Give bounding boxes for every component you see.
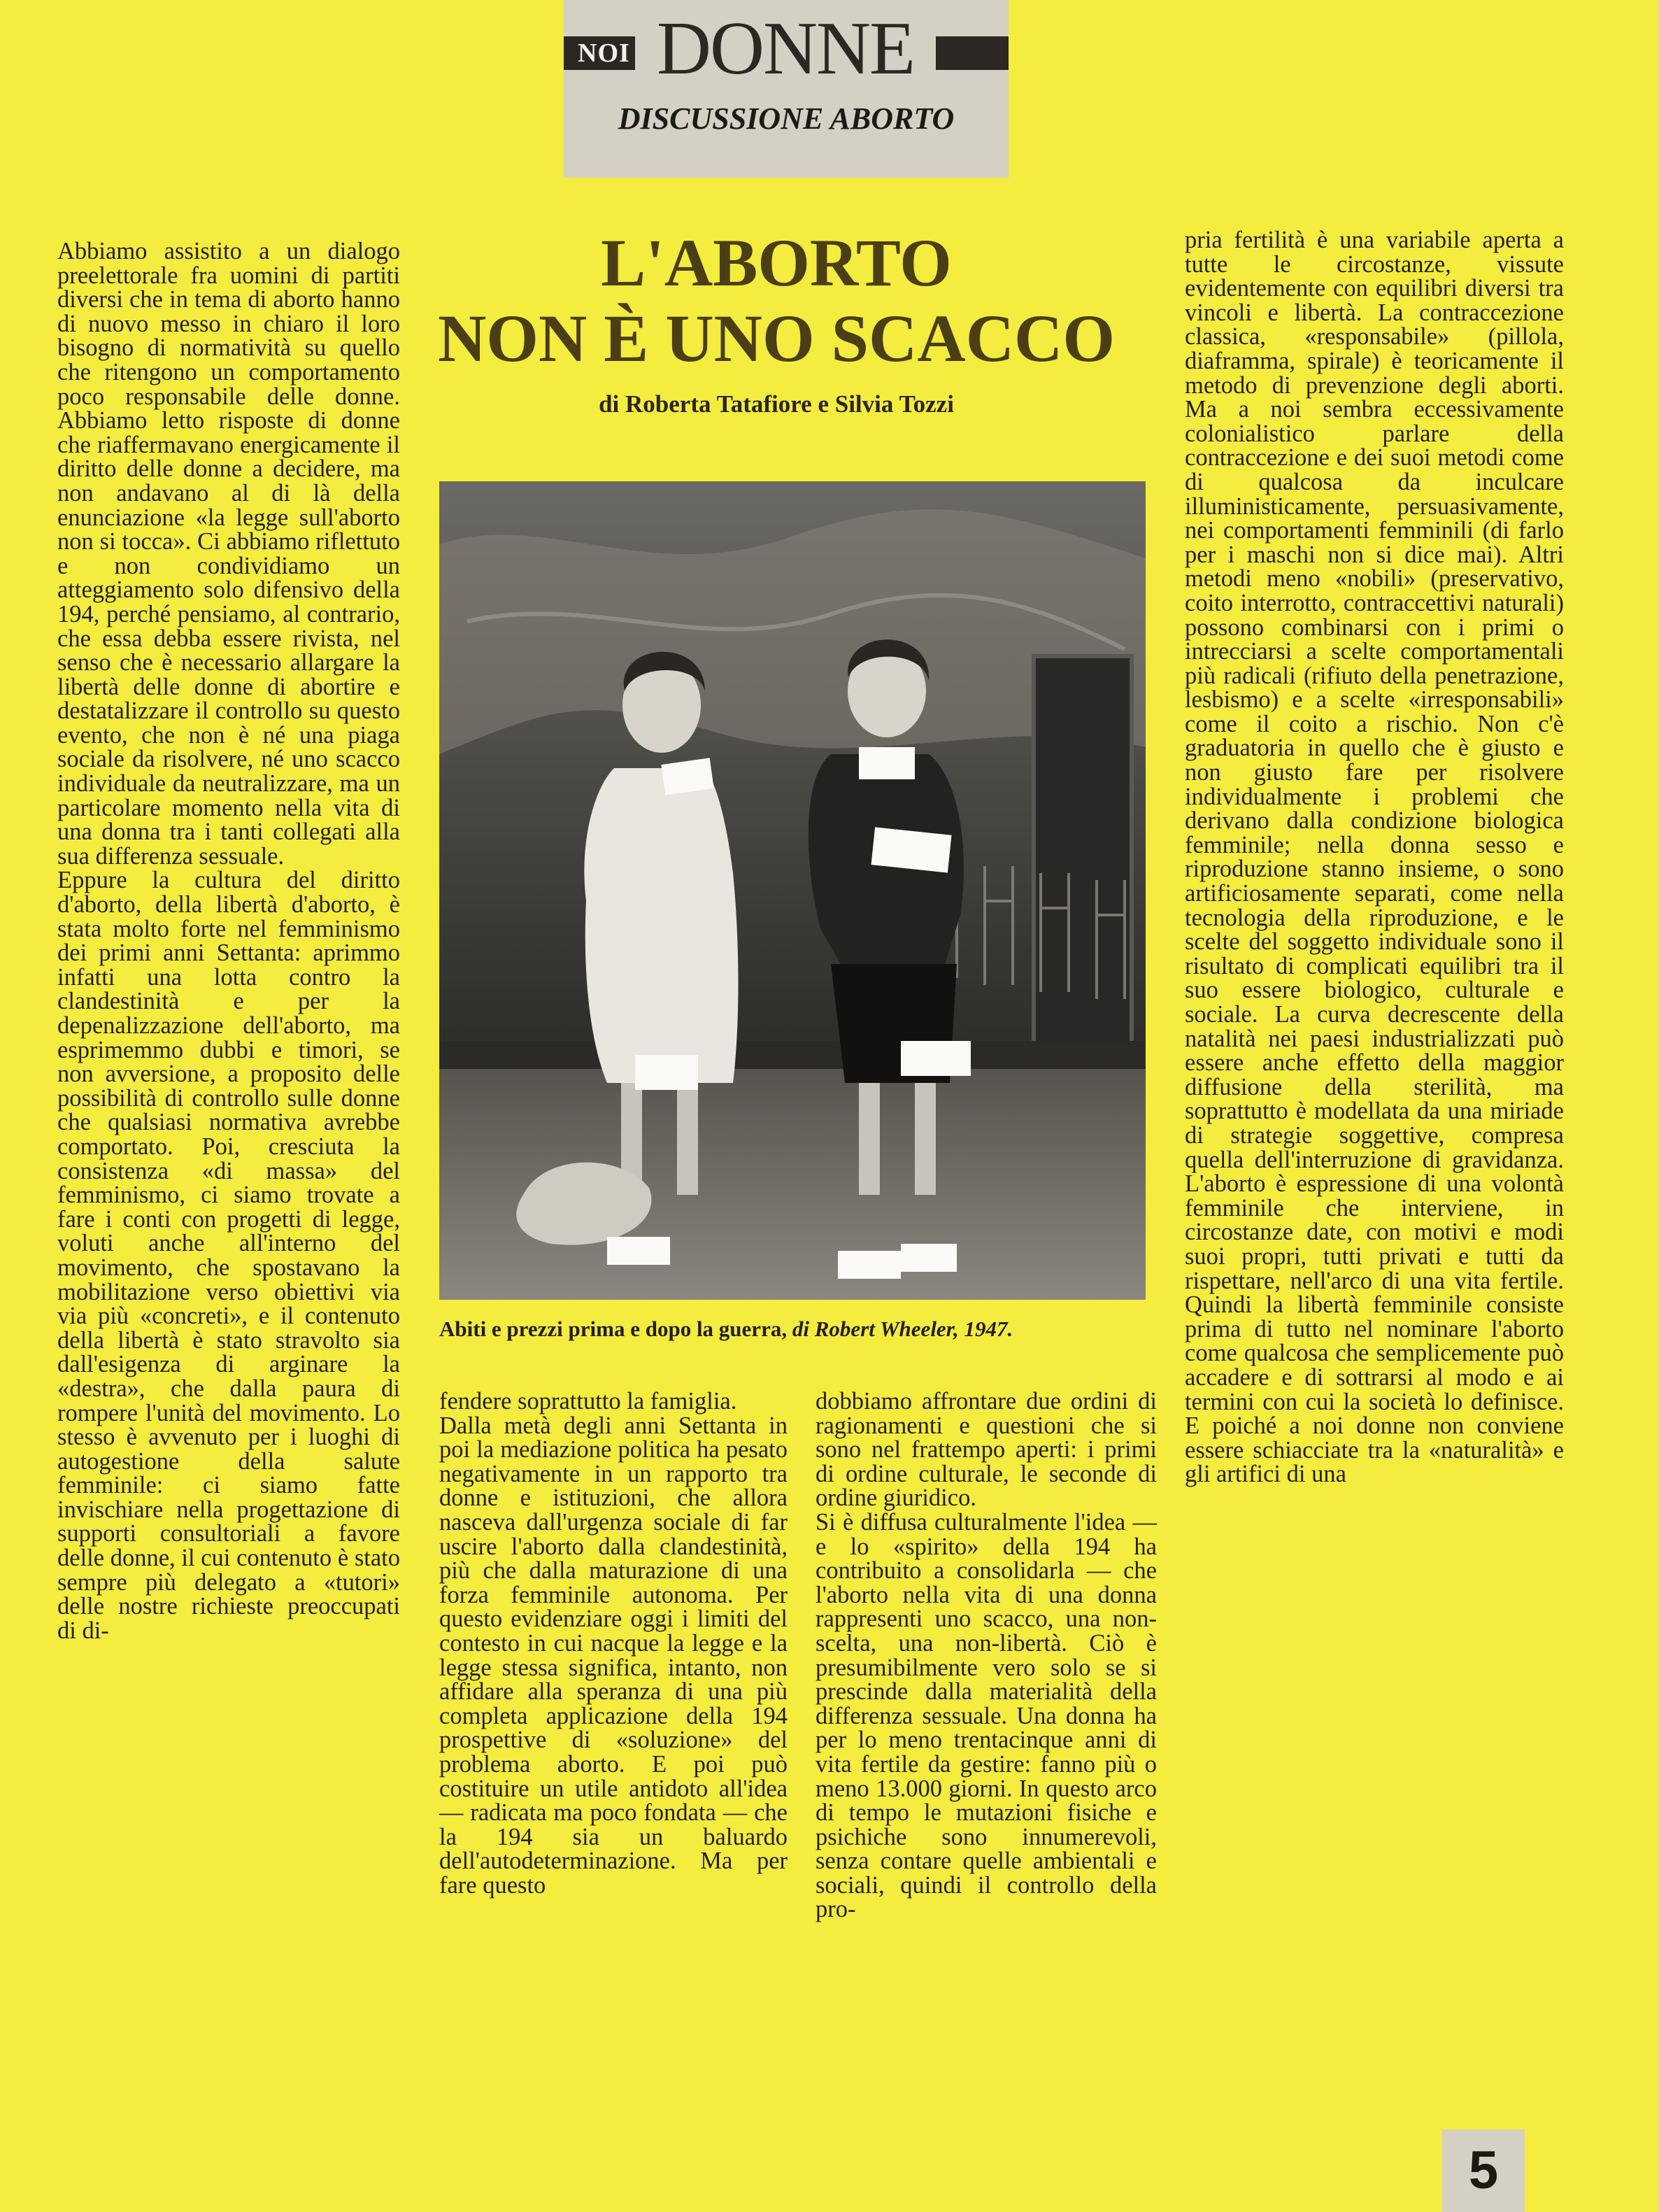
caption-credit: di Robert Wheeler, 1947. <box>792 1317 1013 1341</box>
text-column-1 <box>57 239 400 1643</box>
text-column-2 <box>439 1389 788 1897</box>
text-column-3 <box>816 1389 1157 1922</box>
paragraph: pria fertilità è una variabile aperta a tutte le circostanze, vissute evidentemente con equilibri diversi tra vincoli e libertà. La contraccezione classica, «responsabile» (pillola, diaframma, spirale) è teoricamente il metodo di prevenzione degli aborti. Ma a noi sembra eccessivamente colonialistico parlare della contraccezione e dei suoi metodi come di qualcosa da inculcare illuministicamente, persuasivamente, nei comportamenti femminili (di farlo per i maschi non si dice mai). Altri metodi meno «nobili» (preservativo, coito interrotto, contraccettivi naturali) possono combinarsi con i primi o intrecciarsi a scelte comportamentali più radicali (rifiuto della penetrazione, lesbismo) e a scelte «irresponsabili» come il coito a rischio. Non c'è graduatoria in quello che è giusto e non giusto fare per risolvere individualmente i problemi che derivano dalla condizione biologica femminile; nella donna sesso e riproduzione stanno insieme, o sono artificiosamente separati, come nella tecnologia della riproduzione, e le scelte del soggetto individuale sono il risultato di complicati equilibri tra il suo essere biologico, culturale e sociale. La curva decrescente della natalità nei paesi industrializzati può essere anche effetto della maggior diffusione della sterilità, ma soprattutto è modellata da una miriade di strategie soggettive, compresa quella dell'interruzione di gravidanza. L'aborto è espressione di una volontà femminile che interviene, in circostanze date, con motivi e modi suoi propri, tutti privati e tutti da rispettare, nell'arco di una vita fertile. Quindi la libertà femminile consiste prima di tutto nel nominare l'aborto come qualcosa che semplicemente può accadere e di sottrarsi al modo e ai termini con cui la società lo definisce. E poiché a noi donne non conviene essere schiacciate tra la «naturalità» e gli artifici di una <box>1185 227 1564 1488</box>
paragraph: Abbiamo assistito a un dialogo preelettorale fra uomini di partiti diversi che in tema di aborto hanno di nuovo messo in chiaro il loro bisogno di normatività su quello che ritengono un comportamento poco responsabile delle donne. Abbiamo letto risposte di donne che riaffermavano energicamente il diritto delle donne a decidere, ma non andavano al di là della enunciazione «la legge sull'aborto non si tocca». Ci abbiamo riflettuto e non condividiamo un atteggiamento solo difensivo della 194, perché pensiamo, al contrario, che essa debba essere rivista, nel senso che è necessario allargare la libertà delle donne di abortire e destatalizzare il controllo su questo evento, che non è né una piaga sociale da risolvere, né uno scacco individuale da neutralizzare, ma un particolare momento nella vita di una donna tra i tanti collegati alla sua differenza sessuale. <box>57 238 400 870</box>
caption-text: Abiti e prezzi prima e dopo la guerra, <box>439 1317 792 1341</box>
paragraph: Eppure la cultura del diritto d'aborto, della libertà d'aborto, è stata molto forte nel femminismo dei primi anni Settanta: aprimmo infatti una lotta contro la clandestinità e per la depenalizzazione dell'aborto, ma esprimemmo dubbi e timori, se non avversione, a proposito delle possibilità di controllo sulle donne che qualsiasi normativa avrebbe comportato. Poi, cresciuta la consistenza «di massa» del femminismo, ci siamo trovate a fare i conti con progetti di legge, voluti anche all'interno del movimento, che spostavano la mobilitazione verso obiettivi via via più «concreti», e il contenuto della libertà è stato stravolto sia dall'esigenza di arginare la «destra», che dalla paura di rompere l'unità del movimento. Lo stesso è avvenuto per i luoghi di autogestione della salute femminile: ci siamo fatte invischiare nella progettazione di supporti consultoriali a favore delle donne, il cui contenuto è stato sempre più delegato a «tutori» delle nostre richieste preoccupati di di- <box>57 867 400 1644</box>
title-line-2: NON È UNO SCACCO <box>437 301 1116 376</box>
paragraph: Dalla metà degli anni Settanta in poi la mediazione politica ha pesato negativamente in un rapporto tra donne e istituzioni, che allora nasceva dall'urgenza sociale di far uscire l'aborto dalla clandestinità, più che dalla maturazione di una forza femminile autonoma. Per questo evidenziare oggi i limiti del contesto in cui nacque la legge e la legge stessa significa, intanto, non affidare alla speranza di una più completa applicazione della 194 prospettive di «soluzione» del problema aborto. E poi può costituire un utile antidoto all'idea — radicata ma poco fondata — che la 194 sia un baluardo dell'autodeterminazione. Ma per fare questo <box>439 1412 788 1899</box>
title-line-1: L'ABORTO <box>601 225 952 300</box>
article-title <box>406 225 1147 376</box>
masthead-logo-donne: DONNE <box>635 10 936 88</box>
section-label: DISCUSSIONE ABORTO <box>618 101 955 136</box>
photo-caption <box>439 1317 1146 1342</box>
photo-two-women <box>439 481 1146 1300</box>
masthead-noi: NOI <box>578 38 630 68</box>
paragraph: fendere soprattutto la famiglia. <box>439 1388 737 1415</box>
paragraph: dobbiamo affrontare due ordini di ragionamenti e questioni che si sono nel frattempo aperti: i primi di ordine culturale, le seconde di ordine giuridico. <box>816 1388 1157 1512</box>
page-number: 5 <box>1442 2129 1525 2212</box>
text-column-4 <box>1185 228 1564 1487</box>
paragraph: Si è diffusa culturalmente l'idea — e lo «spirito» della 194 ha contribuito a consolidarla — che l'aborto nella vita di una donna rappresenti uno scacco, una non-scelta, una non-libertà. Ciò è presumibilmente vero solo se si prescinde dalla materialità della differenza sessuale. Una donna ha per lo meno trentacinque anni di vita fertile da gestire: fanno più o meno 13.000 giorni. In questo arco di tempo le mutazioni fisiche e psichiche sono innumerevoli, senza contare quelle ambientali e sociali, quindi il controllo della pro- <box>816 1508 1157 1923</box>
byline: di Roberta Tatafiore e Silvia Tozzi <box>599 390 954 418</box>
